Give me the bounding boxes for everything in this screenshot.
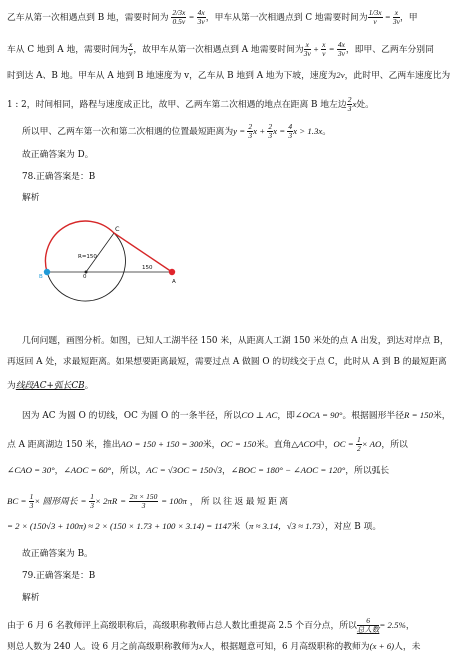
para-line xyxy=(7,436,456,453)
fraction: $\frac{4x}{3v}$ xyxy=(197,8,205,26)
text: ，即甲、乙两车分别同 xyxy=(345,45,434,55)
text: ，所以， xyxy=(111,466,147,476)
math: x + xyxy=(253,126,268,136)
para-line: 再返回 A 处，求最短距离。如果想要距离最短，需要过点 A 做圆 O 的切线交于点 C，此时从 A 到 B 的最短距离 xyxy=(7,357,447,367)
math: AC = √3OC = 150√3 xyxy=(146,465,223,475)
math: △ACO xyxy=(291,439,316,449)
math: + xyxy=(310,44,322,54)
point-a-marker xyxy=(169,269,175,275)
math: x xyxy=(352,99,357,109)
para-line xyxy=(7,493,456,510)
analysis-label: 解析 xyxy=(22,193,40,203)
circle-arc-red xyxy=(45,221,114,272)
label-c: C xyxy=(115,225,120,233)
label-distance: 150 xyxy=(142,265,153,271)
fraction: $\frac{1}{3}$ xyxy=(29,492,34,510)
text: 点 A 距离湖边 150 米，推出 xyxy=(7,440,121,450)
para-line xyxy=(7,521,456,533)
fraction: $\frac{1/3x}{v}$ xyxy=(368,8,382,26)
analysis-label: 解析 xyxy=(22,593,40,603)
text: 处。 xyxy=(356,100,374,110)
text: 乙车从第一次相遇点到 B 地，需要时间为 xyxy=(7,13,169,23)
circle-arc-black xyxy=(47,233,125,301)
para-line xyxy=(7,9,456,26)
math: = xyxy=(186,12,197,22)
fraction: $\frac{1}{2}$ xyxy=(356,435,361,453)
text: ），对应 B 项。 xyxy=(320,522,382,532)
text: 因为 AC 为圆 O 的切线，OC 为圆 O 的一条半径，所以 xyxy=(22,411,242,421)
text: 人，未 xyxy=(394,642,421,652)
text: 。 xyxy=(322,127,332,137)
fraction: $\frac{4}{3}$ xyxy=(288,122,293,140)
fraction: $\frac{x}{3v}$ xyxy=(392,8,400,26)
para-line xyxy=(7,641,456,653)
text: 为 xyxy=(7,381,16,391)
math: BC = xyxy=(7,496,29,506)
math: ∠BOC = 180° − ∠AOC = 120° xyxy=(230,465,346,475)
fraction: $\frac{2}{3}$ xyxy=(347,95,352,113)
math: OC = xyxy=(333,439,356,449)
fraction: $\frac{2}{3}$ xyxy=(268,122,273,140)
para-line xyxy=(7,96,456,113)
text: 1 : 2，时间相同，路程与速度成正比，故甲、乙两车第二次相遇的地点在距离 B 地左边 xyxy=(7,100,347,110)
label-b: B xyxy=(39,274,43,280)
fraction: $\frac{x}{3v}$ xyxy=(303,40,311,58)
text: 时到达 A、B 地。甲车从 A 地到 B 地速度为 v，乙车从 B 地到 A 地为下坡，速度为 xyxy=(7,71,337,81)
text: 人，根据题意可知，6 月高级职称的教师为 xyxy=(202,642,370,652)
fraction: $\frac{2/3x}{0.5v}$ xyxy=(172,8,186,26)
math: = xyxy=(80,496,87,506)
para-line xyxy=(22,410,456,422)
text: ， xyxy=(222,466,231,476)
math: AO = 150 + 150 = 300 xyxy=(120,439,203,449)
math: OC = 150 xyxy=(220,439,257,449)
text: 车从 C 地到 A 地，需要时间为 xyxy=(7,45,129,55)
math: = 100π xyxy=(161,496,187,506)
para-line xyxy=(7,41,456,58)
fraction: $\frac{4x}{3v}$ xyxy=(337,40,345,58)
text: 由于 6 月 6 名教师评上高级职称后，高级职称教师占总人数比重提高 2.5 个百分点，所以 xyxy=(7,621,357,631)
text: ，所以 xyxy=(381,440,408,450)
label-radius: R=150 xyxy=(78,254,97,260)
text: ，甲 xyxy=(400,13,418,23)
radius-line xyxy=(86,233,114,272)
math: = xyxy=(237,126,248,136)
math: = xyxy=(382,12,393,22)
para-line xyxy=(22,123,456,140)
text: ，故甲车从第一次相遇点到 A 地需要时间为 xyxy=(133,45,304,55)
text: 米。直角 xyxy=(256,440,292,450)
para-line: 几何问题，画图分析。如图，已知人工湖半径 150 米，从距离人工湖 150 米处的点 A 出发，到达对岸点 B， xyxy=(22,336,449,346)
point-b-marker xyxy=(44,269,50,275)
text: 米， xyxy=(432,411,451,421)
underlined-math: 线段AC+弧长CB xyxy=(15,381,85,391)
geometry-figure xyxy=(30,220,190,320)
math: R = 150 xyxy=(404,410,433,420)
text: ，所以往返最短距离 xyxy=(189,497,291,507)
text: 米， xyxy=(202,440,221,450)
fraction: $\frac{2\pi \times 150}{3}$ xyxy=(129,492,158,510)
math: ∠OCA = 90° xyxy=(294,410,343,420)
para-line xyxy=(7,381,456,392)
math: π ≈ 3.14，√3 ≈ 1.73 xyxy=(248,521,321,531)
text: 中， xyxy=(315,440,334,450)
text: 。根据圆形半径 xyxy=(342,411,405,421)
text: ，即 xyxy=(277,411,295,421)
math: × AO xyxy=(361,439,382,449)
text: 所以甲、乙两车第一次和第二次相遇的位置最短距离为 xyxy=(22,127,234,137)
para-line xyxy=(7,465,456,477)
answer-line: 故正确答案为 D。 xyxy=(22,150,94,160)
text: ，此时甲、乙两车速度比为 xyxy=(344,71,451,81)
math: ∠AOC = 60° xyxy=(63,465,112,475)
math: ∠CAO = 30° xyxy=(7,465,55,475)
text: ， xyxy=(54,466,64,476)
text: ，所以弧长 xyxy=(345,466,390,476)
fraction: $\frac{2}{3}$ xyxy=(248,122,253,140)
math: × 2πR xyxy=(94,496,118,506)
math: CO ⊥ AC xyxy=(241,410,278,420)
text: ， xyxy=(405,621,415,631)
math: x = xyxy=(273,126,288,136)
text: ，甲车从第一次相遇点到 C 地需要时间为 xyxy=(205,13,368,23)
text: 米（ xyxy=(231,522,249,532)
para-line xyxy=(7,617,456,634)
label-o: 0 xyxy=(83,274,87,280)
math: = xyxy=(326,44,337,54)
math: x > 1.3x xyxy=(293,126,323,136)
math: x xyxy=(198,641,203,651)
fraction: $\frac{x}{v}$ xyxy=(322,40,326,58)
math: × 圆形周长 xyxy=(34,496,78,506)
math: = 2 × (150√3 + 100π) ≈ 2 × (150 × 1.73 + 100 × 3.14) = 1147 xyxy=(7,521,232,531)
text: 则总人数为 240 人。设 6 月之前高级职称教师为 xyxy=(7,642,199,652)
question-answer-header: 79.正确答案是：B xyxy=(22,571,96,581)
fraction: $\frac{1}{3}$ xyxy=(90,492,94,510)
fraction: 6 总人数 xyxy=(356,616,380,634)
label-a: A xyxy=(172,279,176,285)
question-answer-header: 78.正确答案是：B xyxy=(22,172,96,182)
text: 。 xyxy=(84,381,94,391)
para-line xyxy=(7,70,456,82)
math: = 2.5% xyxy=(379,620,406,630)
math: y xyxy=(233,126,238,136)
answer-line: 故正确答案为 B。 xyxy=(22,549,93,559)
fraction: $\frac{x}{v}$ xyxy=(129,40,133,58)
math: = xyxy=(120,496,126,506)
math: 2v xyxy=(336,70,345,80)
math: (x + 6) xyxy=(369,641,395,651)
